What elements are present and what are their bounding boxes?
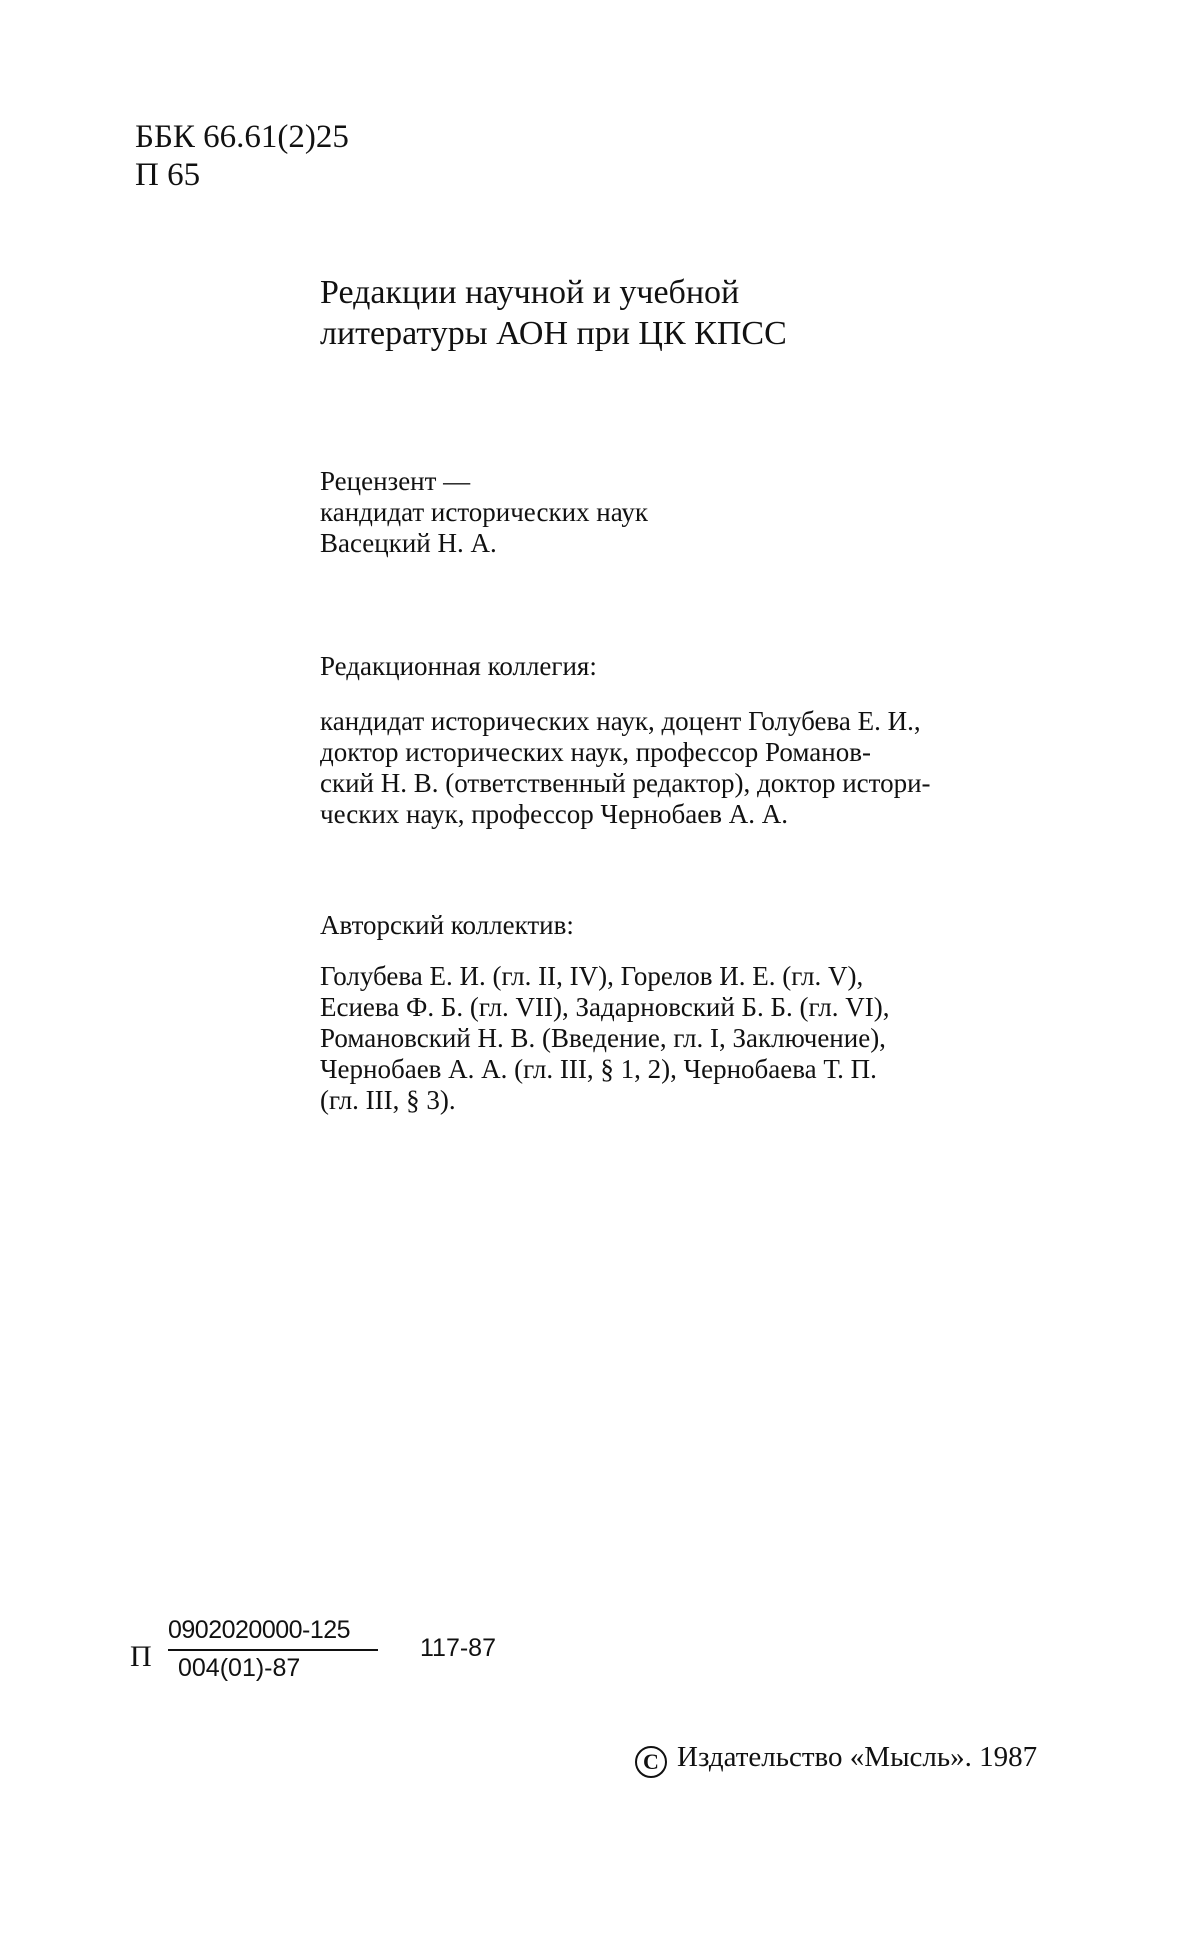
editorial-board-list [320, 706, 1080, 830]
authors-list [320, 961, 1080, 1116]
reviewer-name: Васецкий Н. А. [320, 528, 497, 558]
publisher-line: литературы АОН при ЦК КПСС [320, 315, 787, 352]
fraction-bar [168, 1649, 378, 1651]
editorial-board-heading: Редакционная коллегия: [320, 651, 597, 681]
copyright-line [635, 1740, 1037, 1778]
publisher-line: Редакции научной и учебной [320, 274, 740, 311]
publisher-block [320, 272, 787, 354]
authors-line: Голубева Е. И. (гл. II, IV), Горелов И. Е. (гл. V), [320, 961, 864, 991]
editorial-board-line: доктор исторических наук, профессор Романов- [320, 737, 871, 767]
authors-heading: Авторский коллектив: [320, 910, 574, 940]
bbk-code: ББК 66.61(2)25 [135, 119, 349, 155]
author-mark: П 65 [135, 157, 201, 193]
authors-line: (гл. III, § 3). [320, 1085, 456, 1115]
copyright-text: Издательство «Мысль». 1987 [677, 1741, 1038, 1773]
code-numerator: 0902020000-125 [168, 1616, 351, 1644]
code-denominator: 004(01)-87 [178, 1654, 301, 1682]
code-letter: П [130, 1640, 152, 1673]
authors-line: Есиева Ф. Б. (гл. VII), Задарновский Б. Б. (гл. VI), [320, 992, 890, 1022]
code-suffix: 117-87 [420, 1634, 496, 1662]
editorial-board-line: ский Н. В. (ответственный редактор), доктор истори- [320, 768, 931, 798]
editorial-board-line: ческих наук, профессор Чернобаев А. А. [320, 799, 788, 829]
editorial-board-line: кандидат исторических наук, доцент Голубева Е. И., [320, 706, 921, 736]
reviewer-heading: Рецензент — [320, 466, 471, 496]
reviewer-block [320, 466, 1080, 559]
reviewer-title: кандидат исторических наук [320, 497, 648, 527]
authors-line: Романовский Н. В. (Введение, гл. I, Заключение), [320, 1023, 886, 1053]
bbk-classification [135, 118, 349, 194]
authors-line: Чернобаев А. А. (гл. III, § 1, 2), Чернобаева Т. П. [320, 1054, 877, 1084]
copyright-icon: C [635, 1746, 667, 1778]
